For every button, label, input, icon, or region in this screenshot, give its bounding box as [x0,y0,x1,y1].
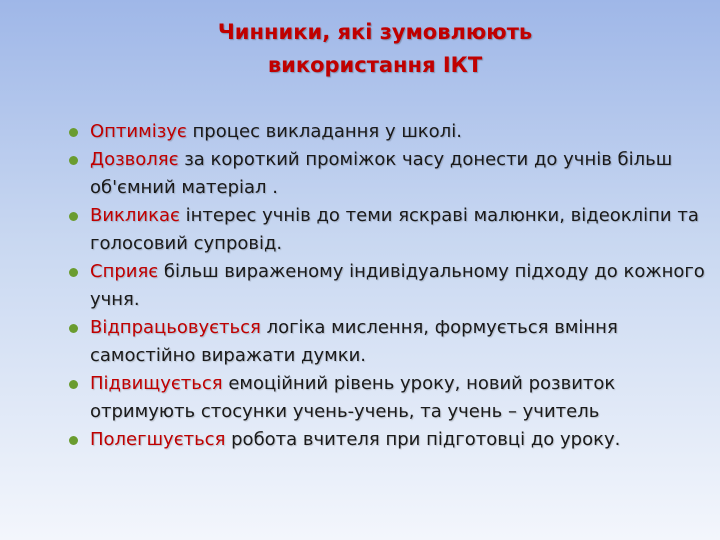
list-item [66,146,706,202]
item-text: емоційний рівень уроку, новий розвиток отримують стосунки учень-учень, та учень – учитель [90,373,616,422]
title-line-2: використання ІКТ [267,53,483,77]
item-text: більш вираженому індивідуальному підходу до кожного учня. [90,261,705,310]
item-text: логіка мислення, формується вміння самостійно виражати думки. [90,317,618,366]
list-item [66,314,706,370]
item-keyword: Підвищується [90,373,223,394]
bullet-icon [69,436,78,445]
item-keyword: Оптимізує [90,121,187,142]
item-text: процес викладання у школі. [186,121,462,142]
item-keyword: Викликає [90,205,180,226]
item-keyword: Полегшується [90,429,226,450]
item-keyword: Дозволяє [90,149,179,170]
list-item [66,426,706,454]
bullet-icon [69,212,78,221]
list-item [66,118,706,146]
title-line-1: Чинники, які зумовлюють [217,20,533,44]
item-text: інтерес учнів до теми яскраві малюнки, відеокліпи та голосовий супровід. [90,205,699,254]
bullet-icon [69,128,78,137]
item-keyword: Сприяє [90,261,159,282]
bullet-icon [69,268,78,277]
bullet-icon [69,380,78,389]
bullet-list [66,118,706,454]
list-item [66,258,706,314]
slide-title [140,16,610,82]
item-text: робота вчителя при підготовці до уроку. [225,429,621,450]
item-text: за короткий проміжок часу донести до учнів більш об'ємний матеріал . [90,149,673,198]
bullet-icon [69,156,78,165]
bullet-icon [69,324,78,333]
list-item [66,370,706,426]
item-keyword: Відпрацьовується [90,317,261,338]
list-item [66,202,706,258]
